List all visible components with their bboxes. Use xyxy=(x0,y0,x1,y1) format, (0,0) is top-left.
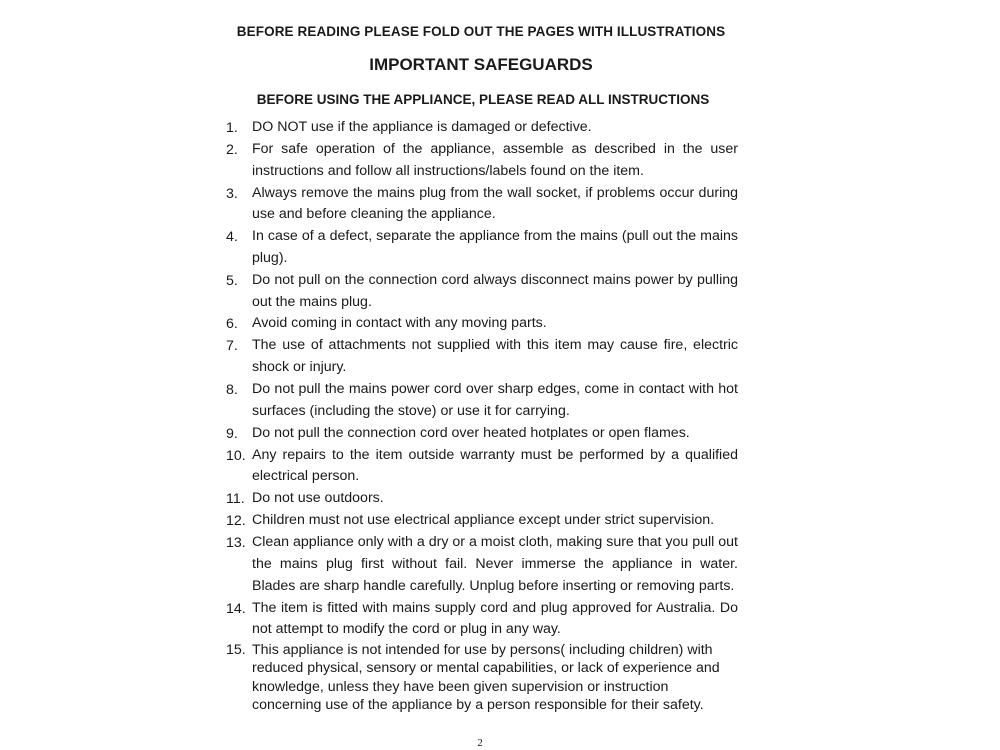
safeguard-item-9 xyxy=(226,423,738,445)
page-number: 2 xyxy=(477,737,483,749)
page-title: IMPORTANT SAFEGUARDS xyxy=(369,55,593,74)
safeguard-number: 10. xyxy=(226,447,246,464)
safeguard-number: 2. xyxy=(226,142,238,158)
safeguard-item-13 xyxy=(226,532,738,597)
fold-out-notice: BEFORE READING PLEASE FOLD OUT THE PAGES WITH ILLUSTRATIONS xyxy=(236,24,726,39)
safeguard-text: This appliance is not intended for use by persons( including children) with reduced physical, sensory or mental capabilities, or lack of experience and knowledge, unless they have been given supervision or instruction concerning use of the appliance by a person responsible for their safety. xyxy=(252,642,720,713)
safeguard-item-12 xyxy=(226,510,738,532)
safeguard-text: For safe operation of the appliance, assemble as described in the user instructions and follow all instructions/labels found on the item. xyxy=(252,141,738,179)
safeguard-number: 6. xyxy=(226,316,238,333)
safeguard-text: Children must not use electrical appliance except under strict supervision. xyxy=(252,512,715,529)
safeguard-text: Do not use outdoors. xyxy=(252,490,384,507)
safeguard-item-6 xyxy=(226,313,738,335)
safeguard-number: 9. xyxy=(226,425,238,442)
read-instructions-heading: BEFORE USING THE APPLIANCE, PLEASE READ ALL INSTRUCTIONS xyxy=(256,92,710,107)
safeguard-item-15 xyxy=(226,641,738,714)
safeguard-number: 4. xyxy=(226,229,238,246)
safeguard-number: 1. xyxy=(226,120,238,136)
safeguard-item-8 xyxy=(226,379,738,423)
safeguard-item-5 xyxy=(226,270,738,314)
safeguard-number: 12. xyxy=(226,513,246,530)
safeguard-item-7 xyxy=(226,335,738,379)
safeguard-text: Any repairs to the item outside warranty must be performed by a qualified electrical person. xyxy=(252,446,738,485)
safeguard-item-11 xyxy=(226,488,738,510)
safeguard-number: 13. xyxy=(226,535,246,552)
safeguard-number: 7. xyxy=(226,338,238,355)
safeguard-text: The use of attachments not supplied with this item may cause fire, electric shock or injury. xyxy=(252,337,738,376)
safeguard-item-2 xyxy=(226,139,738,183)
safeguard-text: Do not pull the mains power cord over sharp edges, come in contact with hot surfaces (including the stove) or use it for carrying. xyxy=(252,380,738,419)
safeguard-text: Avoid coming in contact with any moving parts. xyxy=(252,315,547,332)
safeguard-text: Clean appliance only with a dry or a moist cloth, making sure that you pull out the mains plug first without fail. Never immerse the appliance in water. Blades are sharp handle carefully. Unplug before inserting or removing parts. xyxy=(252,534,738,594)
safeguard-number: 3. xyxy=(226,185,238,202)
safeguard-text: Do not pull the connection cord over heated hotplates or open flames. xyxy=(252,424,690,441)
safeguard-item-14 xyxy=(226,598,738,642)
safeguard-number: 11. xyxy=(226,491,245,508)
safeguard-text: DO NOT use if the appliance is damaged or defective. xyxy=(252,119,592,135)
safeguard-number: 14. xyxy=(226,600,246,617)
safeguard-item-1 xyxy=(226,117,738,139)
safeguard-number: 5. xyxy=(226,272,238,289)
safeguard-item-10 xyxy=(226,445,738,489)
safeguard-text: Always remove the mains plug from the wall socket, if problems occur during use and before cleaning the appliance. xyxy=(252,184,738,223)
safeguard-number: 8. xyxy=(226,381,238,398)
safeguards-list xyxy=(226,117,738,714)
safeguard-item-3 xyxy=(226,183,738,227)
safeguard-text: Do not pull on the connection cord always disconnect mains power by pulling out the mains plug. xyxy=(252,271,738,310)
safeguard-text: In case of a defect, separate the appliance from the mains (pull out the mains plug). xyxy=(252,228,738,266)
safeguard-item-4 xyxy=(226,226,738,270)
safeguard-number: 15. xyxy=(226,642,246,659)
safeguard-text: The item is fitted with mains supply cord and plug approved for Australia. Do not attempt to modify the cord or plug in any way. xyxy=(252,599,738,638)
